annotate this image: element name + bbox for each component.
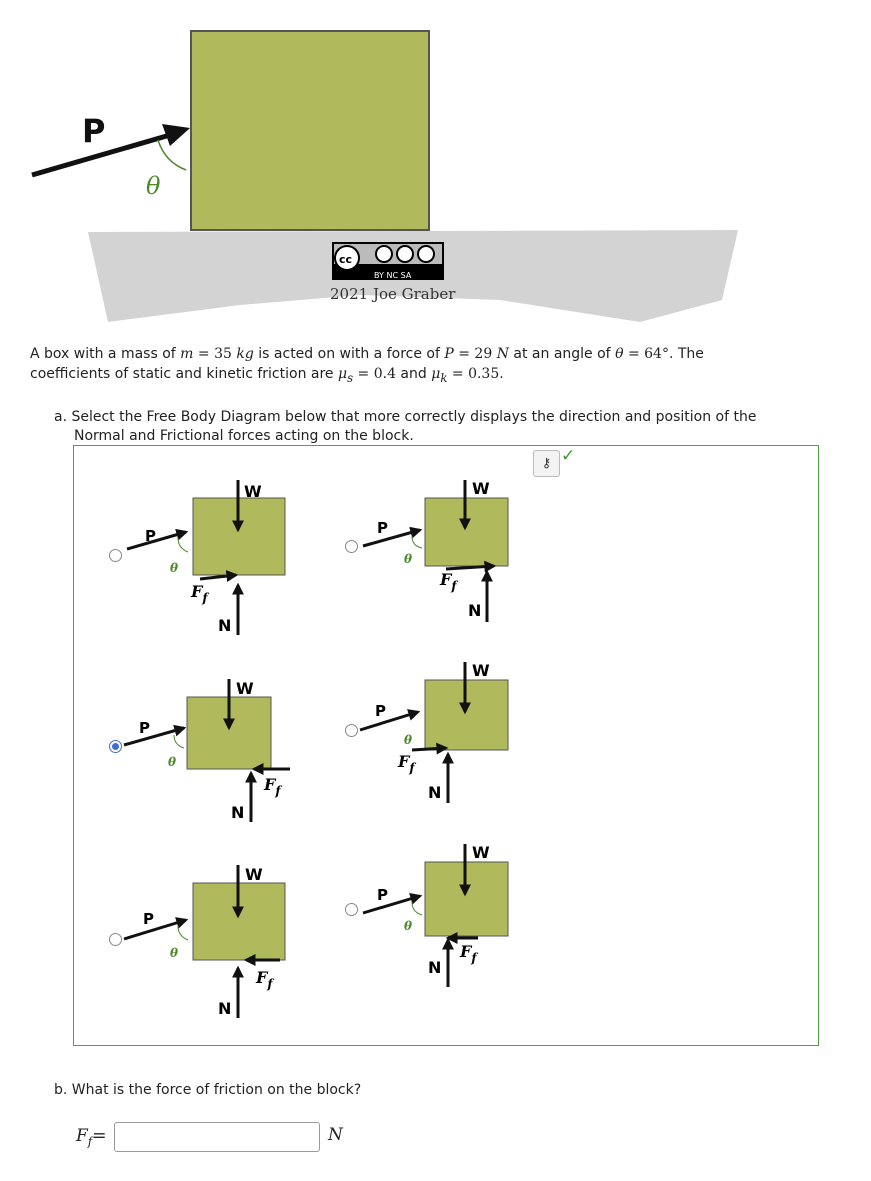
svg-text:cc: cc — [339, 253, 353, 266]
svg-text:N: N — [468, 601, 482, 620]
svg-text:θ: θ — [170, 561, 179, 575]
svg-text:Ff: $F_f$ — [440, 570, 457, 593]
svg-text:P: P — [143, 910, 154, 928]
fbd-option-1 — [127, 480, 285, 635]
svg-text:P: P — [377, 519, 388, 537]
fbd-option-3 — [124, 679, 290, 822]
svg-text:θ: θ — [168, 755, 177, 769]
svg-text:W: W — [472, 479, 490, 498]
part-b-question: b. What is the force of friction on the block? — [54, 1082, 362, 1098]
friction-input-label: $F_f=$ — [76, 1126, 107, 1149]
figure-credit: 2021 Joe Graber — [330, 285, 456, 303]
friction-unit: N — [328, 1125, 343, 1145]
svg-text:θ: θ — [170, 946, 179, 960]
svg-text:W: W — [244, 482, 262, 501]
fbd-option-2 — [363, 479, 508, 622]
svg-text:Ff: $F_f$ — [264, 775, 281, 798]
svg-text:N: N — [428, 783, 442, 802]
svg-text:P: P — [377, 886, 388, 904]
svg-text:N: N — [218, 616, 232, 635]
svg-text:W: W — [472, 843, 490, 862]
svg-text:Ff: $F_f$ — [398, 752, 415, 775]
svg-text:W: W — [245, 865, 263, 884]
force-label: P — [82, 112, 106, 150]
svg-text:BY NC SA: BY NC SA — [374, 271, 412, 280]
svg-text:θ: θ — [404, 919, 413, 933]
svg-text:N: N — [218, 999, 232, 1018]
svg-text:θ: θ — [404, 552, 413, 566]
problem-statement: A box with a mass of m = 35 kg is acted on with a force of P = 29 N at an angle of θ = 64°. The coefficients of static and kinetic friction are $\mu_s = 0.4$ and $\mu_k = 0.35$. — [30, 346, 704, 385]
friction-answer-input[interactable] — [114, 1122, 320, 1152]
svg-text:Ff: $F_f$ — [191, 582, 208, 605]
svg-text:P: P — [139, 719, 150, 737]
svg-text:N: N — [428, 958, 442, 977]
key-icon[interactable]: ⚷ — [533, 450, 560, 477]
svg-text:W: W — [472, 661, 490, 680]
angle-label: θ — [146, 172, 161, 200]
fbd-option-5 — [124, 865, 285, 1018]
correct-check-icon: ✓ — [561, 446, 576, 466]
svg-text:W: W — [236, 679, 254, 698]
svg-text:θ: θ — [404, 733, 413, 747]
fbd-option-4 — [360, 661, 508, 803]
svg-text:Ff: $F_f$ — [256, 968, 273, 991]
part-a-question: a. Select the Free Body Diagram below that more correctly displays the direction and position of the Normal and Frictional forces acting on the block. — [54, 409, 757, 444]
svg-text:N: N — [231, 803, 245, 822]
svg-text:P: P — [375, 702, 386, 720]
fbd-option-6 — [363, 843, 508, 987]
svg-text:P: P — [145, 527, 156, 545]
svg-text:Ff: $F_f$ — [460, 942, 477, 965]
